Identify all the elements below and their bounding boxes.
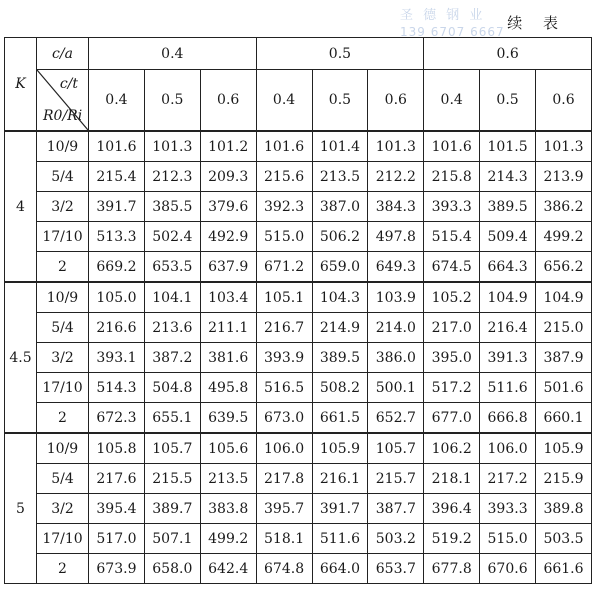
value-cell: 217.0: [424, 313, 480, 343]
ct-header: 0.6: [368, 70, 424, 132]
value-cell: 661.6: [536, 554, 592, 584]
value-cell: 104.9: [536, 282, 592, 313]
value-cell: 103.9: [368, 282, 424, 313]
value-cell: 499.2: [536, 222, 592, 252]
value-cell: 671.2: [256, 252, 312, 283]
value-cell: 106.0: [480, 433, 536, 464]
value-cell: 104.3: [312, 282, 368, 313]
ca-header: c/a: [37, 38, 89, 70]
ratio-cell: 5/4: [37, 464, 89, 494]
value-cell: 105.7: [368, 433, 424, 464]
ratio-cell: 2: [37, 252, 89, 283]
diagonal-header-cell: [37, 70, 89, 132]
value-cell: 101.6: [89, 131, 145, 162]
value-cell: 386.2: [536, 192, 592, 222]
value-cell: 389.5: [312, 343, 368, 373]
value-cell: 504.8: [144, 373, 200, 403]
value-cell: 393.3: [480, 494, 536, 524]
value-cell: 653.5: [144, 252, 200, 283]
value-cell: 101.6: [424, 131, 480, 162]
header-row-ct: [5, 70, 592, 132]
value-cell: 519.2: [424, 524, 480, 554]
ct-header: 0.6: [200, 70, 256, 132]
value-cell: 513.3: [89, 222, 145, 252]
value-cell: 495.8: [200, 373, 256, 403]
value-cell: 395.7: [256, 494, 312, 524]
value-cell: 387.0: [312, 192, 368, 222]
value-cell: 508.2: [312, 373, 368, 403]
value-cell: 106.2: [424, 433, 480, 464]
value-cell: 211.1: [200, 313, 256, 343]
value-cell: 215.4: [89, 162, 145, 192]
table-row: [5, 252, 592, 283]
value-cell: 216.4: [480, 313, 536, 343]
value-cell: 664.0: [312, 554, 368, 584]
value-cell: 649.3: [368, 252, 424, 283]
value-cell: 217.6: [89, 464, 145, 494]
value-cell: 105.0: [89, 282, 145, 313]
value-cell: 379.6: [200, 192, 256, 222]
value-cell: 395.4: [89, 494, 145, 524]
table-row: [5, 343, 592, 373]
value-cell: 511.6: [480, 373, 536, 403]
value-cell: 511.6: [312, 524, 368, 554]
value-cell: 674.8: [256, 554, 312, 584]
value-cell: 101.3: [144, 131, 200, 162]
value-cell: 664.3: [480, 252, 536, 283]
value-cell: 506.2: [312, 222, 368, 252]
value-cell: 666.8: [480, 403, 536, 434]
value-cell: 381.6: [200, 343, 256, 373]
value-cell: 514.3: [89, 373, 145, 403]
k-value-cell: 5: [5, 433, 37, 584]
value-cell: 105.2: [424, 282, 480, 313]
value-cell: 515.0: [256, 222, 312, 252]
table-row: [5, 282, 592, 313]
header-row-ca: [5, 38, 592, 70]
value-cell: 209.3: [200, 162, 256, 192]
value-cell: 214.9: [312, 313, 368, 343]
value-cell: 214.0: [368, 313, 424, 343]
watermark-line-1: 圣 德 钢 业: [400, 8, 486, 23]
value-cell: 677.0: [424, 403, 480, 434]
value-cell: 670.6: [480, 554, 536, 584]
value-cell: 104.9: [480, 282, 536, 313]
value-cell: 105.9: [312, 433, 368, 464]
value-cell: 215.0: [536, 313, 592, 343]
value-cell: 393.9: [256, 343, 312, 373]
table-row: [5, 403, 592, 434]
value-cell: 391.3: [480, 343, 536, 373]
value-cell: 509.4: [480, 222, 536, 252]
value-cell: 213.9: [536, 162, 592, 192]
ct-header: 0.4: [424, 70, 480, 132]
value-cell: 503.2: [368, 524, 424, 554]
value-cell: 386.0: [368, 343, 424, 373]
value-cell: 500.1: [368, 373, 424, 403]
ratio-cell: 17/10: [37, 524, 89, 554]
ratio-cell: 17/10: [37, 222, 89, 252]
watermark: [400, 8, 505, 40]
value-cell: 101.6: [256, 131, 312, 162]
value-cell: 642.4: [200, 554, 256, 584]
value-cell: 517.2: [424, 373, 480, 403]
value-cell: 213.6: [144, 313, 200, 343]
value-cell: 216.6: [89, 313, 145, 343]
value-cell: 507.1: [144, 524, 200, 554]
value-cell: 213.5: [312, 162, 368, 192]
value-cell: 652.7: [368, 403, 424, 434]
value-cell: 656.2: [536, 252, 592, 283]
value-cell: 669.2: [89, 252, 145, 283]
ca-group-header: 0.4: [89, 38, 257, 70]
value-cell: 391.7: [89, 192, 145, 222]
ratio-cell: 2: [37, 403, 89, 434]
value-cell: 105.8: [89, 433, 145, 464]
value-cell: 497.8: [368, 222, 424, 252]
value-cell: 517.0: [89, 524, 145, 554]
value-cell: 637.9: [200, 252, 256, 283]
data-table: [4, 37, 592, 584]
value-cell: 660.1: [536, 403, 592, 434]
value-cell: 101.2: [200, 131, 256, 162]
value-cell: 396.4: [424, 494, 480, 524]
value-cell: 103.4: [200, 282, 256, 313]
ratio-cell: 17/10: [37, 373, 89, 403]
ratio-cell: 5/4: [37, 313, 89, 343]
value-cell: 215.8: [424, 162, 480, 192]
value-cell: 101.3: [536, 131, 592, 162]
ca-group-header: 0.5: [256, 38, 424, 70]
ratio-cell: 3/2: [37, 494, 89, 524]
value-cell: 673.9: [89, 554, 145, 584]
value-cell: 101.4: [312, 131, 368, 162]
value-cell: 216.7: [256, 313, 312, 343]
value-cell: 214.3: [480, 162, 536, 192]
table-row: [5, 433, 592, 464]
k-value-cell: 4: [5, 131, 37, 282]
table-row: [5, 222, 592, 252]
ratio-cell: 3/2: [37, 192, 89, 222]
value-cell: 395.0: [424, 343, 480, 373]
value-cell: 212.2: [368, 162, 424, 192]
k-value-cell: 4.5: [5, 282, 37, 433]
value-cell: 393.3: [424, 192, 480, 222]
ct-header: 0.5: [144, 70, 200, 132]
value-cell: 639.5: [200, 403, 256, 434]
value-cell: 101.3: [368, 131, 424, 162]
value-cell: 104.1: [144, 282, 200, 313]
table-row: [5, 554, 592, 584]
value-cell: 385.5: [144, 192, 200, 222]
value-cell: 661.5: [312, 403, 368, 434]
value-cell: 105.9: [536, 433, 592, 464]
ct-header: 0.5: [480, 70, 536, 132]
table-row: [5, 524, 592, 554]
value-cell: 105.1: [256, 282, 312, 313]
value-cell: 655.1: [144, 403, 200, 434]
ratio-cell: 10/9: [37, 282, 89, 313]
k-header: K: [5, 38, 37, 132]
ct-header: 0.6: [536, 70, 592, 132]
value-cell: 101.5: [480, 131, 536, 162]
value-cell: 389.5: [480, 192, 536, 222]
value-cell: 515.0: [480, 524, 536, 554]
value-cell: 215.7: [368, 464, 424, 494]
value-cell: 677.8: [424, 554, 480, 584]
value-cell: 518.1: [256, 524, 312, 554]
value-cell: 653.7: [368, 554, 424, 584]
value-cell: 215.5: [144, 464, 200, 494]
table-row: [5, 494, 592, 524]
ca-group-header: 0.6: [424, 38, 592, 70]
value-cell: 212.3: [144, 162, 200, 192]
value-cell: 673.0: [256, 403, 312, 434]
value-cell: 387.2: [144, 343, 200, 373]
value-cell: 218.1: [424, 464, 480, 494]
ratio-cell: 5/4: [37, 162, 89, 192]
table-row: [5, 373, 592, 403]
value-cell: 105.7: [144, 433, 200, 464]
ct-header: 0.5: [312, 70, 368, 132]
ct-header: 0.4: [256, 70, 312, 132]
value-cell: 217.2: [480, 464, 536, 494]
value-cell: 492.9: [200, 222, 256, 252]
value-cell: 499.2: [200, 524, 256, 554]
table-row: [5, 162, 592, 192]
value-cell: 516.5: [256, 373, 312, 403]
value-cell: 383.8: [200, 494, 256, 524]
ratio-cell: 10/9: [37, 131, 89, 162]
value-cell: 106.0: [256, 433, 312, 464]
value-cell: 392.3: [256, 192, 312, 222]
value-cell: 391.7: [312, 494, 368, 524]
value-cell: 105.6: [200, 433, 256, 464]
table-row: [5, 131, 592, 162]
ratio-cell: 3/2: [37, 343, 89, 373]
value-cell: 659.0: [312, 252, 368, 283]
value-cell: 389.7: [144, 494, 200, 524]
table-row: [5, 313, 592, 343]
value-cell: 501.6: [536, 373, 592, 403]
value-cell: 658.0: [144, 554, 200, 584]
ratio-cell: 2: [37, 554, 89, 584]
ratio-label: R0/Ri: [43, 108, 83, 124]
ct-header: 0.4: [89, 70, 145, 132]
value-cell: 502.4: [144, 222, 200, 252]
ratio-cell: 10/9: [37, 433, 89, 464]
value-cell: 674.5: [424, 252, 480, 283]
value-cell: 216.1: [312, 464, 368, 494]
value-cell: 503.5: [536, 524, 592, 554]
value-cell: 384.3: [368, 192, 424, 222]
watermark-line-2: 139 6707 6667: [400, 25, 505, 39]
value-cell: 215.9: [536, 464, 592, 494]
value-cell: 672.3: [89, 403, 145, 434]
value-cell: 215.6: [256, 162, 312, 192]
value-cell: 387.7: [368, 494, 424, 524]
value-cell: 515.4: [424, 222, 480, 252]
value-cell: 387.9: [536, 343, 592, 373]
value-cell: 393.1: [89, 343, 145, 373]
value-cell: 217.8: [256, 464, 312, 494]
value-cell: 213.5: [200, 464, 256, 494]
table-row: [5, 192, 592, 222]
ct-label: c/t: [59, 76, 78, 92]
continued-label: 续 表: [507, 14, 566, 32]
table-row: [5, 464, 592, 494]
value-cell: 389.8: [536, 494, 592, 524]
